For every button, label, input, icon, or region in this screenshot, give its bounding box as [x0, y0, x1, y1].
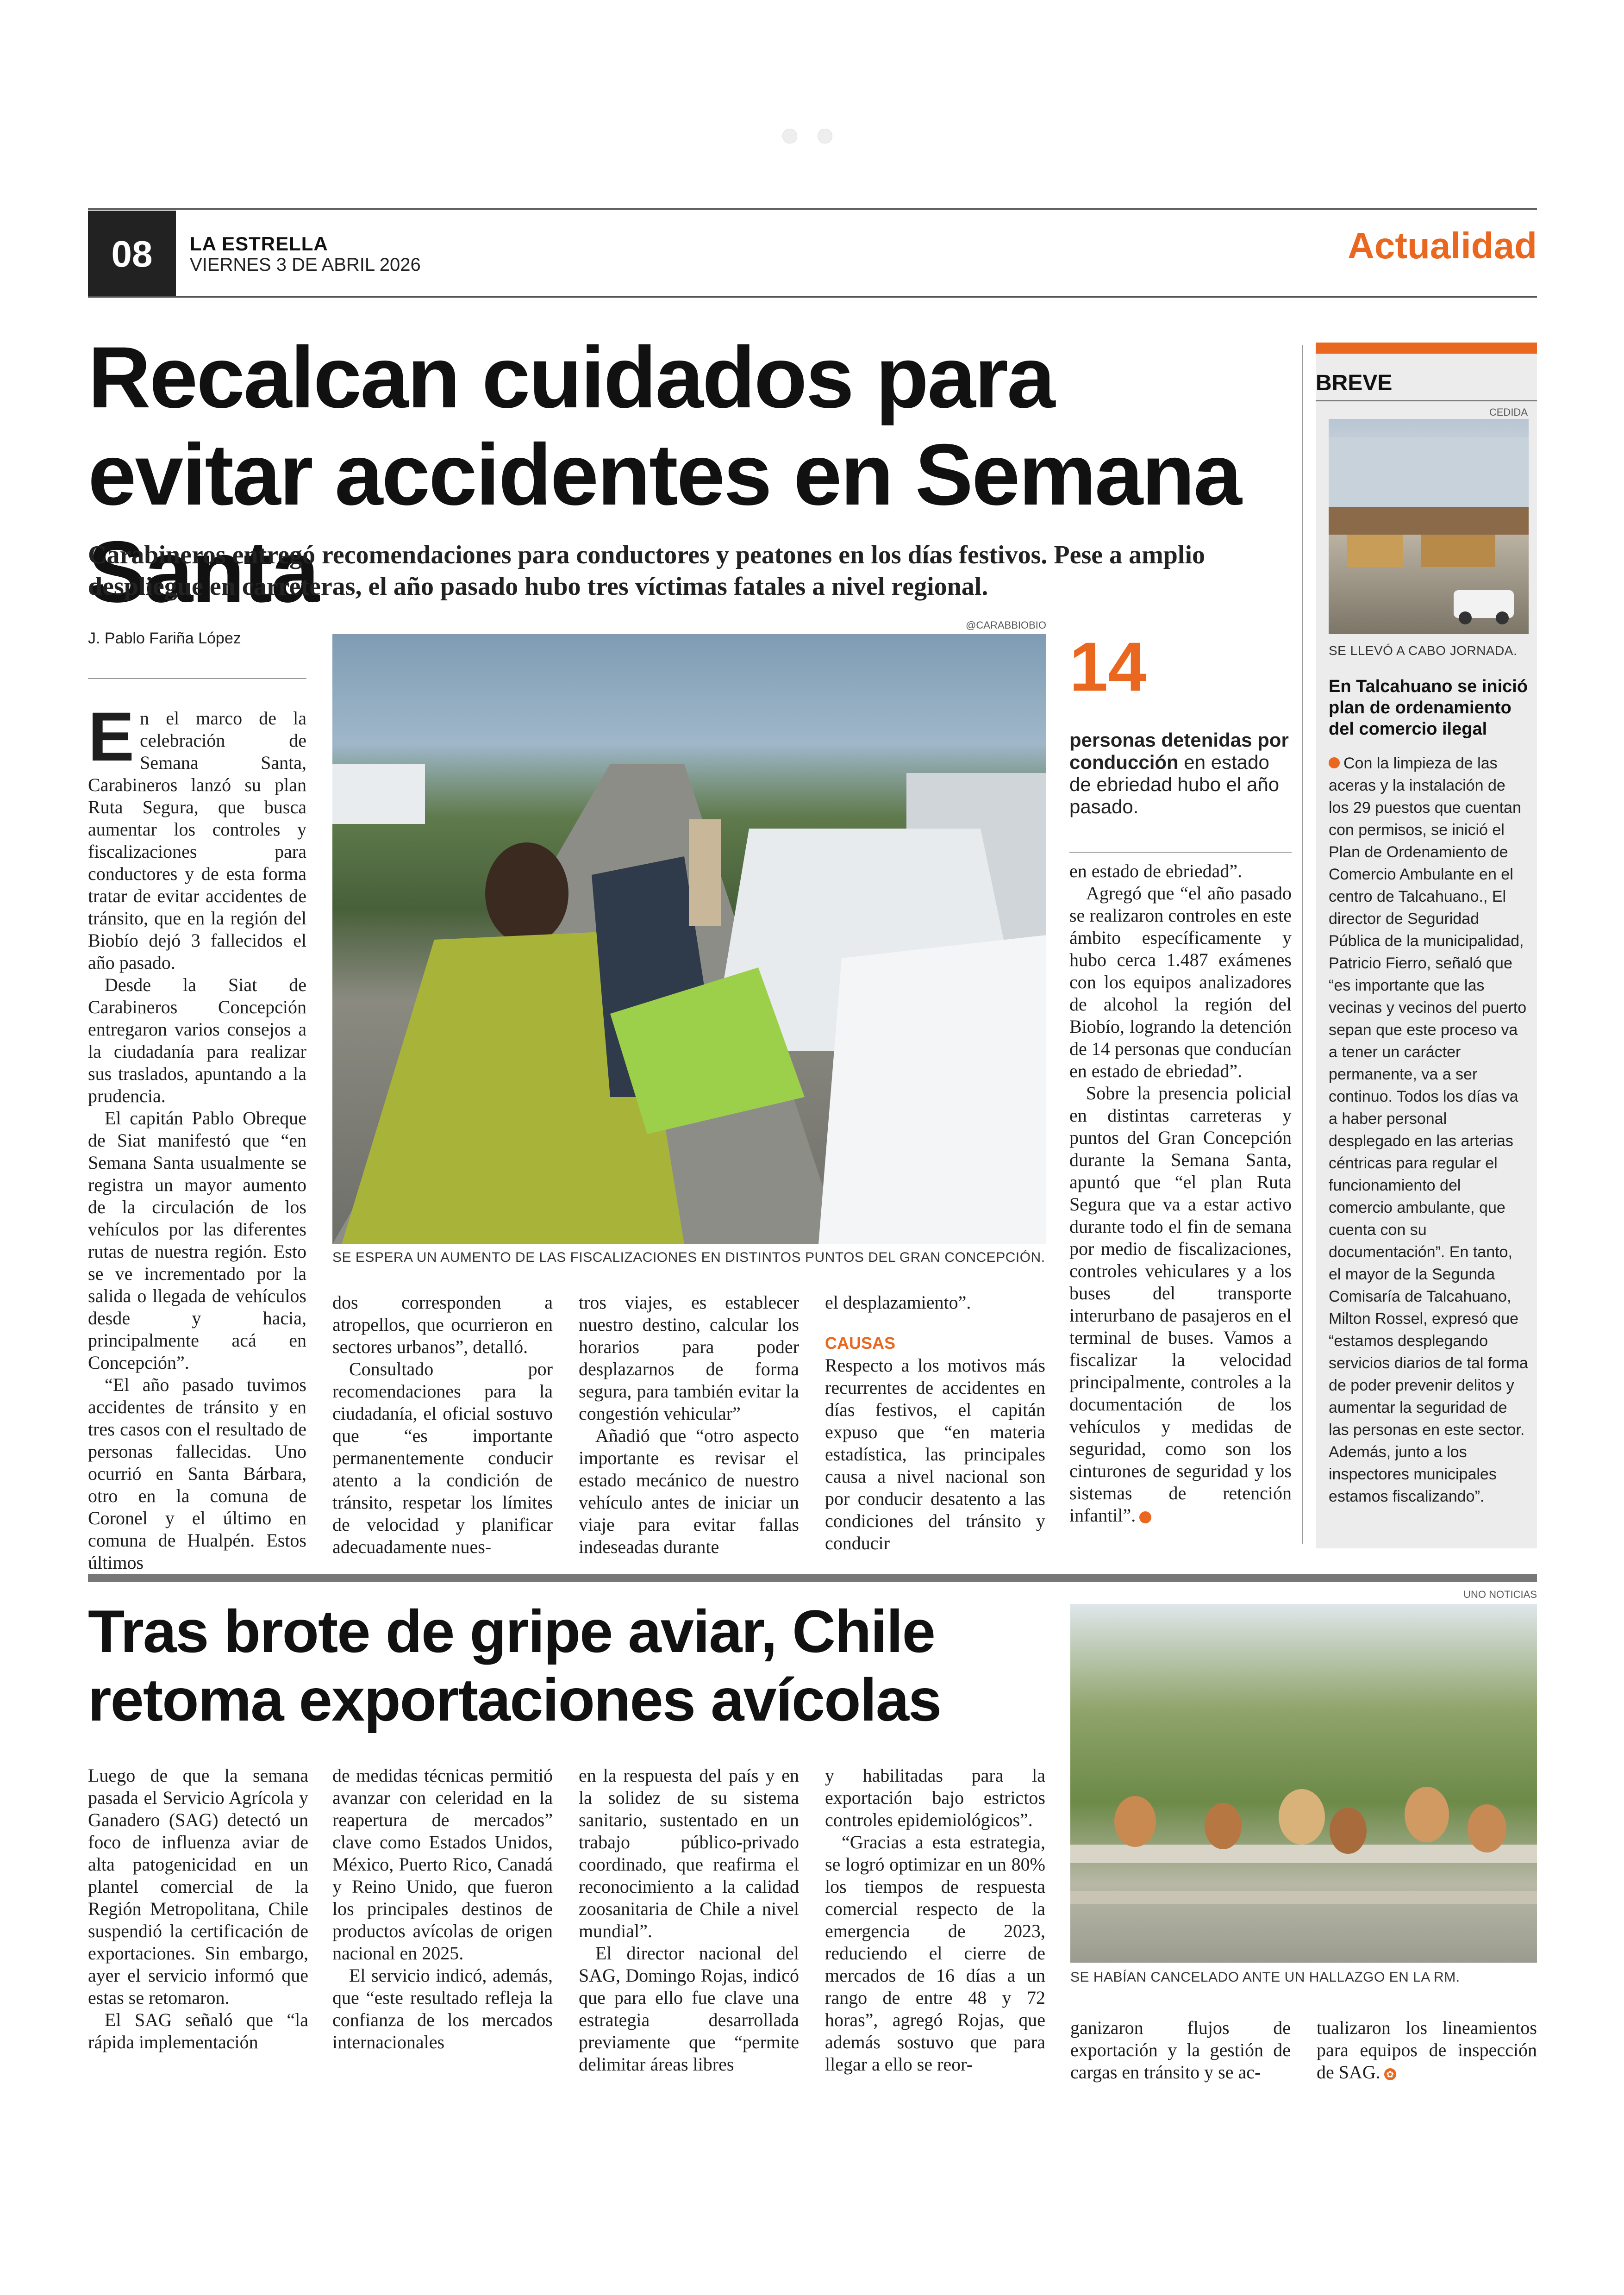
col1-p4: “El año pasado tuvimos accidentes de tránsito y en tres casos con el resultado de personas fallecidas. Uno ocurrió en Santa Bárbara, otro en la comuna de Coronel y el último en comuna de Hualpén. Estos últimos [88, 1374, 306, 1573]
publication-name: LA ESTRELLA [190, 233, 328, 255]
col3-p1: tros viajes, es establecer nuestro destino, calcular los horarios para poder desplazarnos de forma segura, para también evitar la congestión vehicular” [579, 1292, 799, 1424]
main-col-3 [579, 1291, 799, 1558]
main-col-2 [332, 1291, 553, 1558]
s-col2-p1: de medidas técnicas permitió avanzar con celeridad en la reapertura de mercados” clave como Estados Unidos, México, Puerto Rico, Canadá y Reino Unido, que fueron los principales destinos de productos avícolas de origen nacional en 2025. [332, 1765, 553, 1964]
s-col6-text: tualizaron los lineamientos para equipos de inspección de SAG. [1317, 2017, 1537, 2083]
page-number: 08 [88, 211, 176, 298]
main-photo [332, 634, 1046, 1244]
second-col-2 [332, 1765, 553, 2053]
breve-divider [1302, 345, 1303, 1544]
s-col1-p2: El SAG señaló que “la rápida implementación [88, 2009, 308, 2052]
second-photo-caption: SE HABÍAN CANCELADO ANTE UN HALLAZGO EN LA RM. [1070, 1970, 1460, 1985]
dropcap: E [88, 698, 135, 775]
breve-label-rule [1316, 400, 1537, 401]
col2-p2: Consultado por recomendaciones para la ciudadanía, el oficial sostuvo que “es importante permanentemente conducir atento a la condición de tránsito, respetar los límites de velocidad y planificar adecuadamente nues- [332, 1359, 553, 1557]
stat-number: 14 [1069, 628, 1147, 705]
stat-text-bold: personas detenidas por conducción [1069, 729, 1289, 773]
prev-page-icon[interactable] [782, 129, 797, 143]
s-col4-p2: “Gracias a esta estrategia, se logró optimizar en un 80% los tiempos de respuesta comercial respecto de la emergencia de 2023, reduciendo el cierre de mercados de 16 días a un rango de entre 48 y 72 horas”, agregó Rojas, que además sostuvo que para llegar a ello se reor- [825, 1832, 1045, 2075]
s-col2-p2: El servicio indicó, además, que “este resultado refleja la confianza de los mercados internacionales [332, 1965, 553, 2052]
breve-photo [1329, 419, 1529, 634]
col5-p2: Agregó que “el año pasado se realizaron controles en este ámbito específicamente y hubo cerca 1.487 exámenes con los equipos analizadores de alcohol la región del Biobío, logrando la detención de 14 personas que conducían en estado de ebriedad”. [1069, 883, 1292, 1081]
hens-on-fence-illustration [1070, 1604, 1537, 1963]
s-col5-p1: ganizaron flujos de exportación y la gestión de cargas en tránsito y se ac- [1070, 2017, 1291, 2083]
end-of-article-icon: ✿ [1139, 1511, 1151, 1523]
col1-p2: Desde la Siat de Carabineros Concepción entregaron varios consejos a la ciudadanía para realizar sus traslados, apuntando a la prudencia. [88, 974, 306, 1106]
byline: J. Pablo Fariña López [88, 630, 241, 647]
s-col3-p1: en la respuesta del país y en la solidez de su sistema sanitario, sustentado en un trabajo público-privado coordinado, que reafirma el reconocimiento a la calidad zoosanitaria de Chile a nivel mundial”. [579, 1765, 799, 1941]
end-of-article-icon: ✿ [1384, 2068, 1396, 2080]
bullet-icon [1329, 757, 1340, 768]
header-bottom-rule [88, 296, 1537, 298]
s-col1-p1: Luego de que la semana pasada el Servicio Agrícola y Ganadero (SAG) detectó un foco de influenza aviar de alta patogenicidad en un plantel comercial de la Región Metropolitana, Chile suspendió la certificación de exportaciones. Sin embargo, ayer el servicio informó que estas se retomaron. [88, 1765, 308, 2008]
street-market-illustration [1329, 419, 1529, 634]
second-headline: Tras brote de gripe aviar, Chile retoma exportaciones avícolas [88, 1597, 941, 1734]
second-photo-credit: UNO NOTICIAS [1463, 1589, 1537, 1600]
breve-photo-credit: CEDIDA [1489, 406, 1528, 418]
second-col-6 [1317, 2017, 1537, 2083]
second-col-5 [1070, 2017, 1291, 2083]
main-col-4 [825, 1291, 1045, 1554]
breve-body [1329, 752, 1529, 1508]
s-col6-p1 [1317, 2017, 1537, 2083]
breve-body-text: Con la limpieza de las aceras y la instalación de los 29 puestos que cuentan con permisos, se inició el Plan de Ordenamiento de Comercio Ambulante en el centro de Talcahuano., El director de Seguridad Pública de la municipalidad, Patricio Fierro, señaló que “es importante que las vecinas y vecinos del puerto sepan que este proceso va a tener un carácter permanente, va a ser continuo. Todos los días va a haber personal desplegado en las arterias céntricas para regular el funcionamiento del comercio ambulante, que cuenta con su documentación”. En tanto, el mayor de la Segunda Comisaría de Talcahuano, Milton Rossel, expresó que “estamos desplegando servicios diarios de tal forma de poder prevenir delitos y aumentar la seguridad de las personas en este sector. Además, junto a los inspectores municipales estamos fiscalizando”. [1329, 755, 1528, 1505]
s-col4-p1: y habilitadas para la exportación bajo estrictos controles epidemiológicos”. [825, 1765, 1045, 1830]
col1-p1: n el marco de la celebración de Semana Santa, Carabineros lanzó su plan Ruta Segura, que busca aumentar los controles y fiscalizaciones para conductores y de esta forma tratar de evitar accidentes de tránsito, que en la región del Biobío dejó 3 fallecidos el año pasado. [88, 708, 306, 973]
col4-p1: el desplazamiento”. [825, 1292, 971, 1313]
main-col-5 [1069, 860, 1292, 1527]
second-col-1 [88, 1765, 308, 2053]
page-nav [782, 129, 838, 143]
col4-p2: Respecto a los motivos más recurrentes de accidentes en días festivos, el capitán expuso que “en materia estadística, las principales causa a nivel nacional son por conducir desatento a las condiciones del tránsito y conducir [825, 1355, 1045, 1553]
breve-photo-caption: SE LLEVÓ A CABO JORNADA. [1329, 643, 1518, 658]
main-photo-caption: SE ESPERA UN AUMENTO DE LAS FISCALIZACIONES EN DISTINTOS PUNTOS DEL GRAN CONCEPCIÓN. [332, 1250, 1045, 1265]
second-col-4 [825, 1765, 1045, 2076]
col1-p3: El capitán Pablo Obreque de Siat manifestó que “en Semana Santa usualmente se registra un mayor aumento de la circulación de los vehículos por las diferentes rutas de nuestra región. Esto se ve incrementado por la salida o llegada de vehículos desde y hacia, principalmente acá en Concepción”. [88, 1108, 306, 1373]
main-col-1 [88, 698, 306, 1574]
second-photo [1070, 1604, 1537, 1963]
main-photo-credit: @CARABBIOBIO [966, 619, 1046, 631]
byline-rule [88, 678, 306, 679]
col3-p2: Añadió que “otro aspecto importante es revisar el estado mecánico de nuestro vehículo antes de iniciar un viaje para evitar fallas indeseadas durante [579, 1425, 799, 1557]
breve-label: BREVE [1316, 371, 1393, 395]
col2-p1: dos corresponden a atropellos, que ocurrieron en sectores urbanos”, detalló. [332, 1292, 553, 1357]
section-separator [88, 1574, 1537, 1582]
breve-accent-bar [1316, 343, 1537, 354]
next-page-icon[interactable] [818, 129, 832, 143]
stat-rule [1069, 852, 1292, 853]
issue-date: VIERNES 3 DE ABRIL 2026 [190, 255, 421, 275]
section-title: Actualidad [1348, 225, 1537, 266]
second-col-3 [579, 1765, 799, 2076]
stat-text-rest: en estado de ebriedad hubo el año pasado. [1069, 751, 1280, 817]
s-col3-p2: El director nacional del SAG, Domingo Rojas, indicó que para ello fue clave una estrategia desarrollada previamente que “permite delimitar áreas libres [579, 1943, 799, 2075]
subhead-causas: CAUSAS [825, 1334, 896, 1353]
header-top-rule [88, 208, 1537, 210]
col5-p3 [1069, 1082, 1292, 1527]
col5-p1: en estado de ebriedad”. [1069, 861, 1243, 881]
roadside-checkpoint-illustration [332, 634, 1046, 1244]
main-deck: Carabineros entregó recomendaciones para conductores y peatones en los días festivos. Pese a amplio despliegue en carreteras, el año pasado hubo tres víctimas fatales a nivel regional. [88, 541, 1206, 601]
breve-title: En Talcahuano se inició plan de ordenamiento del comercio ilegal [1329, 677, 1528, 739]
col5-p3-text: Sobre la presencia policial en distintas carreteras y puntos del Gran Concepción durante la Semana Santa, apuntó que “el plan Ruta Segura que va a estar activo durante todo el fin de semana por medio de fiscalizaciones, controles vehiculares y a los buses del transporte interurbano de pasajeros en el terminal de buses. Vamos a fiscalizar la velocidad principalmente, controles a la documentación de los vehículos y medidas de seguridad, como son los cinturones de seguridad y los sistemas de retención infantil”. [1069, 1083, 1292, 1526]
stat-text [1069, 729, 1296, 818]
main-headline: Recalcan cuidados para evitar accidentes en Semana Santa [88, 329, 1241, 620]
